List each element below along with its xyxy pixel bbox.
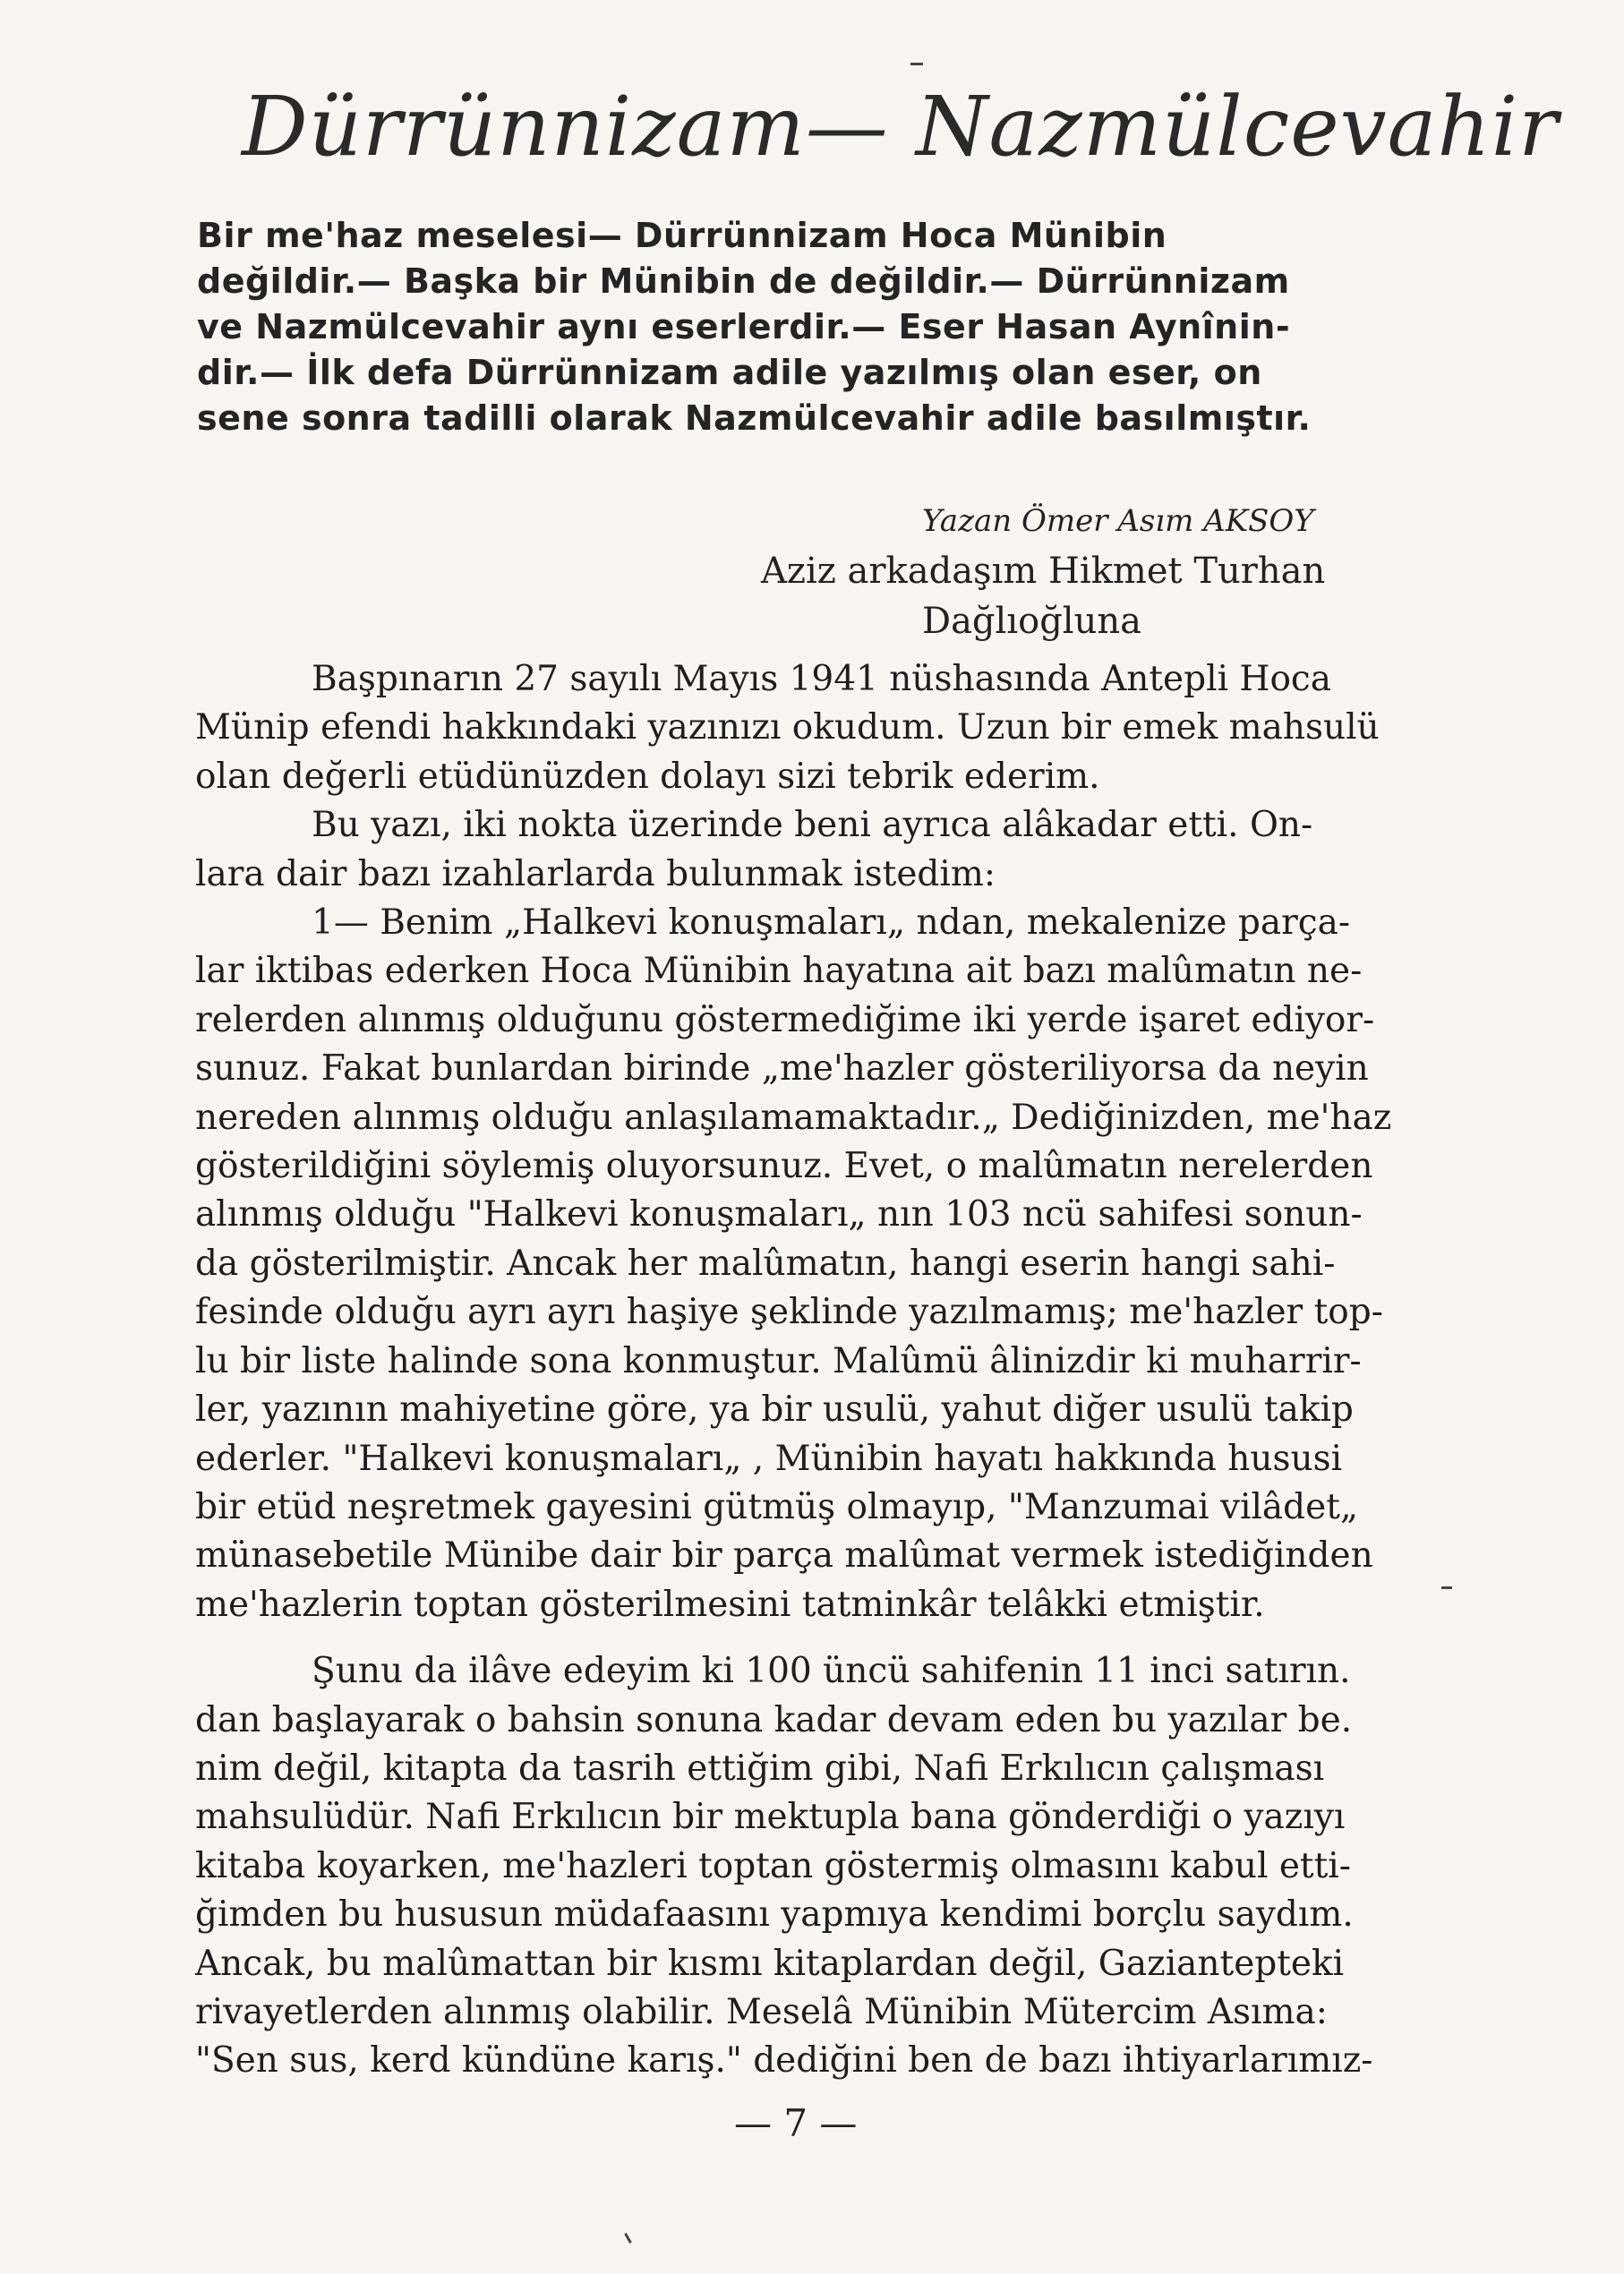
body-line: me'hazlerin toptan gösterilmesini tatminkâr telâkki etmiştir.	[195, 1584, 1265, 1625]
article-summary	[197, 213, 1423, 441]
scan-speck	[624, 2233, 632, 2244]
summary-line: değildir.— Başka bir Münibin de değildir.— Dürrünnizam	[197, 261, 1290, 301]
body-line: gösterildiğini söylemiş oluyorsunuz. Evet, o malûmatın nerelerden	[195, 1146, 1373, 1187]
body-line: nim değil, kitapta da tasrih ettiğim gibi, Nafi Erkılıcın çalışması	[195, 1748, 1325, 1789]
body-line: nereden alınmış olduğu anlaşılamamaktadır.„ Dediğinizden, me'haz	[195, 1097, 1392, 1138]
body-line: Ancak, bu malûmattan bir kısmı kitaplardan değil, Gaziantepteki	[195, 1943, 1345, 1984]
body-line: münasebetile Münibe dair bir parça malûmat vermek istediğinden	[195, 1535, 1373, 1577]
summary-line: dir.— İlk defa Dürrünnizam adile yazılmış olan eser, on	[197, 353, 1262, 392]
body-line: 1— Benim „Halkevi konuşmaları„ ndan, mekalenize parça-	[312, 902, 1351, 944]
salutation-line: Aziz arkadaşım Hikmet Turhan	[761, 551, 1326, 592]
body-line: lar iktibas ederken Hoca Münibin hayatına ait bazı malûmatın ne-	[195, 951, 1363, 992]
body-line: lara dair bazı izahlarlarda bulunmak istedim:	[195, 853, 996, 894]
page-number: — 7 —	[734, 2101, 858, 2145]
article-body	[195, 655, 1431, 2086]
body-line: Münip efendi hakkındaki yazınızı okudum. Uzun bir emek mahsulü	[195, 707, 1380, 748]
body-line: kitaba koyarken, me'hazleri toptan göstermiş olmasını kabul etti-	[195, 1845, 1351, 1886]
body-line: ederler. "Halkevi konuşmaları„ , Münibin hayatı hakkında hususi	[195, 1438, 1343, 1479]
body-line: Bu yazı, iki nokta üzerinde beni ayrıca alâkadar etti. On-	[312, 805, 1313, 846]
body-line: "Sen sus, kerd kündüne karış." dediğini ben de bazı ihtiyarlarımız-	[195, 2040, 1373, 2082]
summary-line: ve Nazmülcevahir aynı eserlerdir.— Eser Hasan Aynînin-	[197, 307, 1291, 346]
scan-speck	[910, 63, 923, 65]
summary-line: Bir me'haz meselesi— Dürrünnizam Hoca Münibin	[197, 216, 1167, 255]
author-byline: Yazan Ömer Asım AKSOY	[922, 503, 1314, 539]
body-line: rivayetlerden alınmış olabilir. Meselâ Münibin Mütercim Asıma:	[195, 1991, 1328, 2032]
salutation	[761, 546, 1388, 646]
body-line: sunuz. Fakat bunlardan birinde „me'hazler gösteriliyorsa da neyin	[195, 1048, 1369, 1090]
body-line: bir etüd neşretmek gayesini gütmüş olmayıp, "Manzumai vilâdet„	[195, 1486, 1359, 1527]
body-line: ler, yazının mahiyetine göre, ya bir usulü, yahut diğer usulü takip	[195, 1389, 1354, 1431]
body-line: lu bir liste halinde sona konmuştur. Malûmü âlinizdir ki muharrir-	[195, 1340, 1362, 1381]
scan-speck	[1441, 1586, 1452, 1589]
salutation-line: Dağlıoğluna	[922, 601, 1141, 642]
body-line: Başpınarın 27 sayılı Mayıs 1941 nüshasında Antepli Hoca	[312, 659, 1332, 699]
body-line: fesinde olduğu ayrı ayrı haşiye şeklinde yazılmamış; me'hazler top-	[195, 1292, 1383, 1333]
article-title: Dürrünnizam— Nazmülcevahir	[242, 79, 1560, 175]
body-line: ğimden bu hususun müdafaasını yapmıya kendimi borçlu saydım.	[195, 1894, 1354, 1936]
body-line: Şunu da ilâve edeyim ki 100 üncü sahifenin 11 inci satırın.	[312, 1651, 1351, 1692]
body-line: dan başlayarak o bahsin sonuna kadar devam eden bu yazılar be.	[195, 1699, 1353, 1740]
body-line: relerden alınmış olduğunu göstermediğime iki yerde işaret ediyor-	[195, 999, 1375, 1040]
body-line: mahsulüdür. Nafi Erkılıcın bir mektupla bana gönderdiği o yazıyı	[195, 1797, 1346, 1838]
body-line: da gösterilmiştir. Ancak her malûmatın, hangi eserin hangi sahi-	[195, 1243, 1336, 1284]
summary-line: sene sonra tadilli olarak Nazmülcevahir adile basılmıştır.	[197, 398, 1312, 438]
body-line: alınmış olduğu "Halkevi konuşmaları„ nın 103 ncü sahifesi sonun-	[195, 1194, 1363, 1235]
body-line: olan değerli etüdünüzden dolayı sizi tebrik ederim.	[195, 756, 1100, 797]
